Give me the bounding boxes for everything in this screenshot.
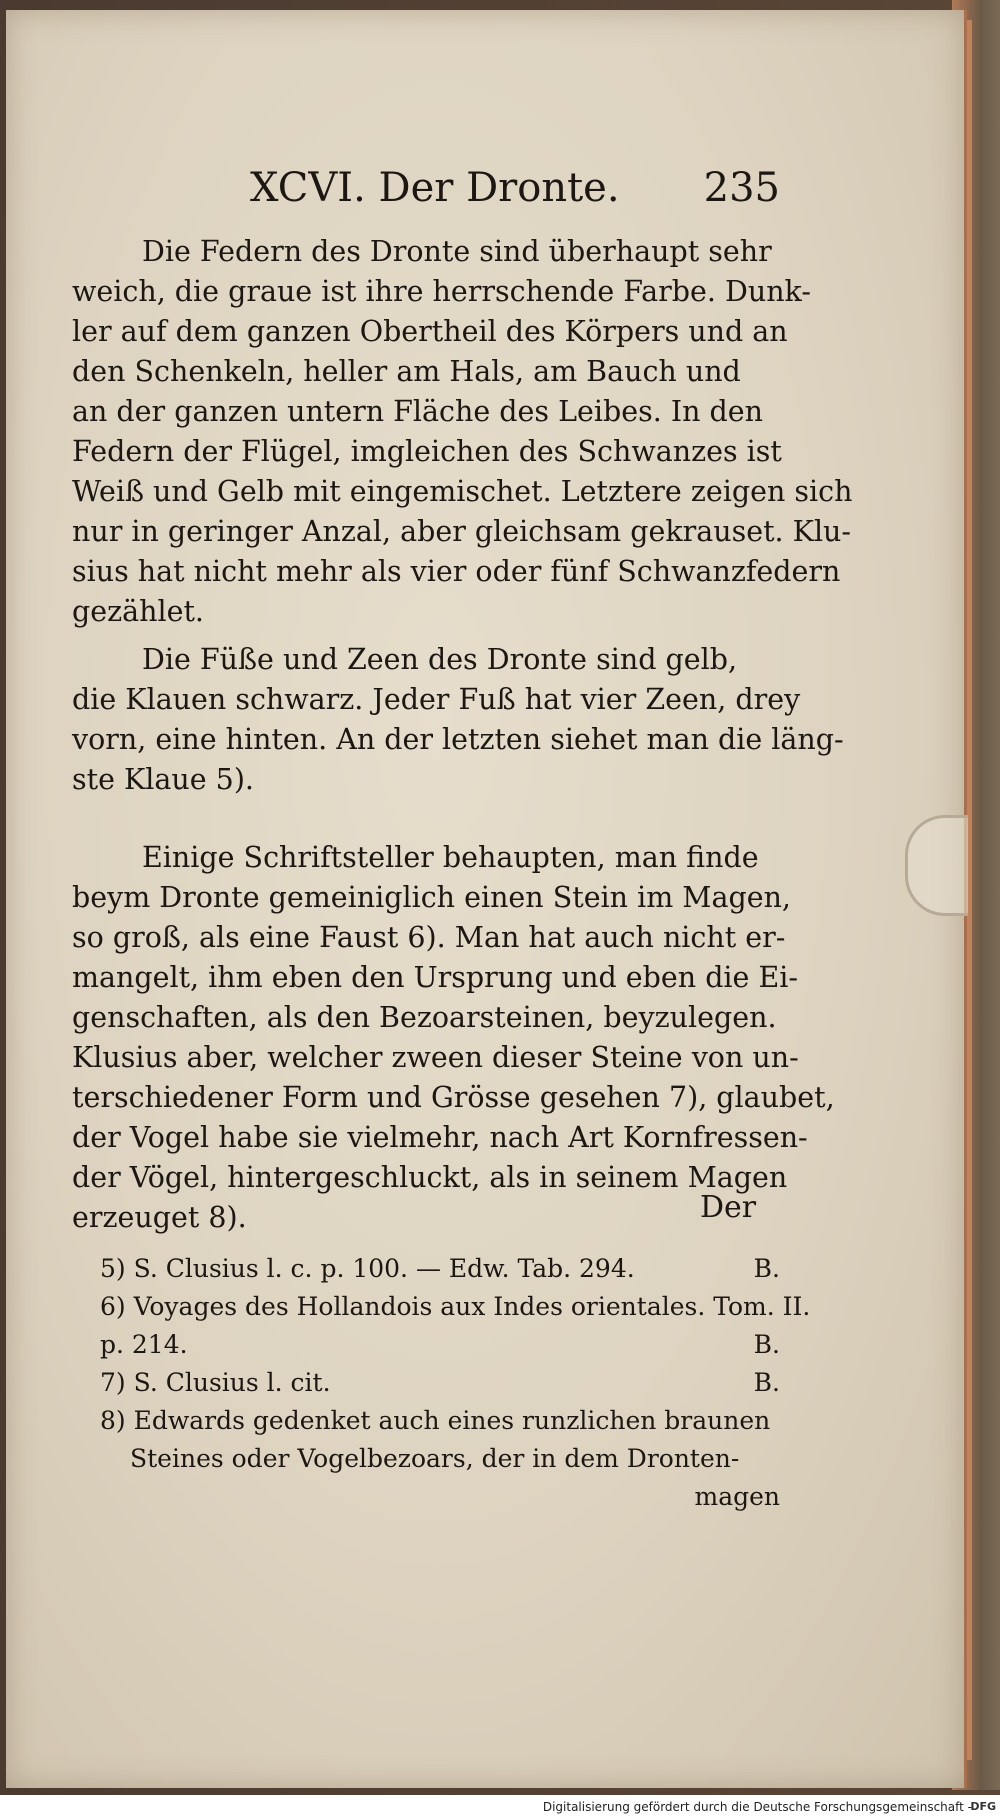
dfg-logo: DFG bbox=[970, 1800, 996, 1813]
text-line: gezählet. bbox=[72, 595, 204, 628]
paragraph-3 bbox=[72, 838, 835, 1238]
paragraph-2 bbox=[72, 640, 844, 800]
catchword: Der bbox=[700, 1190, 757, 1225]
text-line: nur in geringer Anzal, aber gleichsam gekrauset. Klu- bbox=[72, 515, 852, 548]
text-line: mangelt, ihm eben den Ursprung und eben die Ei- bbox=[72, 961, 799, 994]
text-line: sius hat nicht mehr als vier oder fünf Schwanzfedern bbox=[72, 555, 841, 588]
footnote-6-cont bbox=[100, 1326, 780, 1364]
text-line: beym Dronte gemeiniglich einen Stein im Magen, bbox=[72, 881, 791, 914]
footnote-mark: B. bbox=[753, 1368, 780, 1397]
text-line: ste Klaue 5). bbox=[72, 763, 254, 796]
page-number: 235 bbox=[703, 165, 780, 211]
text-line: weich, die graue ist ihre herrschende Farbe. Dunk- bbox=[72, 275, 811, 308]
text-line: der Vogel habe sie vielmehr, nach Art Kornfressen- bbox=[72, 1121, 808, 1154]
footnote-text: 8) Edwards gedenket auch eines runzlichen braunen bbox=[100, 1406, 771, 1435]
text-line: erzeuget 8). bbox=[72, 1201, 247, 1234]
text-line: an der ganzen untern Fläche des Leibes. In den bbox=[72, 395, 763, 428]
text-line: ler auf dem ganzen Obertheil des Körpers und an bbox=[72, 315, 788, 348]
text-line: der Vögel, hintergeschluckt, als in seinem Magen bbox=[72, 1161, 788, 1194]
footnote-mark: magen bbox=[694, 1482, 780, 1511]
text-line: Weiß und Gelb mit eingemischet. Letztere zeigen sich bbox=[72, 475, 853, 508]
text-line: genschaften, als den Bezoarsteinen, beyzulegen. bbox=[72, 1001, 777, 1034]
footer-credit: Digitalisierung gefördert durch die Deutsche Forschungsgemeinschaft - bbox=[542, 1800, 972, 1814]
footnote-text: 5) S. Clusius l. c. p. 100. — Edw. Tab. 294. bbox=[100, 1254, 635, 1283]
footnote-6 bbox=[100, 1288, 811, 1326]
footnote-8 bbox=[100, 1402, 780, 1440]
text-line: Die Füße und Zeen des Dronte sind gelb, bbox=[142, 643, 738, 676]
footnotes bbox=[100, 1250, 811, 1511]
footnote-text: Steines oder Vogelbezoars, der in dem Dronten- bbox=[130, 1444, 740, 1473]
text-line: Die Federn des Dronte sind überhaupt sehr bbox=[142, 235, 772, 268]
chapter-title: XCVI. Der Dronte. bbox=[250, 165, 620, 211]
footnote-text: p. 214. bbox=[100, 1330, 188, 1359]
footnote-5 bbox=[100, 1250, 780, 1288]
running-header bbox=[250, 165, 780, 215]
page-clip-mark bbox=[905, 815, 968, 916]
text-line: die Klauen schwarz. Jeder Fuß hat vier Zeen, drey bbox=[72, 683, 801, 716]
text-line: Klusius aber, welcher zween dieser Steine von un- bbox=[72, 1041, 799, 1074]
text-line: Federn der Flügel, imgleichen des Schwanzes ist bbox=[72, 435, 782, 468]
footnote-mark: B. bbox=[753, 1330, 780, 1359]
digitization-footer bbox=[0, 1795, 1000, 1820]
footnote-7 bbox=[100, 1364, 780, 1402]
footnote-mark: B. bbox=[753, 1254, 780, 1283]
text-line: terschiedener Form und Grösse gesehen 7), glaubet, bbox=[72, 1081, 835, 1114]
footnote-8-cont bbox=[100, 1440, 780, 1478]
paragraph-1 bbox=[72, 232, 853, 632]
text-line: Einige Schriftsteller behaupten, man finde bbox=[142, 841, 759, 874]
text-line: den Schenkeln, heller am Hals, am Bauch und bbox=[72, 355, 741, 388]
text-line: vorn, eine hinten. An der letzten siehet man die läng- bbox=[72, 723, 844, 756]
footnote-text: 7) S. Clusius l. cit. bbox=[100, 1368, 331, 1397]
text-line: so groß, als eine Faust 6). Man hat auch nicht er- bbox=[72, 921, 786, 954]
footnote-text: 6) Voyages des Hollandois aux Indes orientales. Tom. II. bbox=[100, 1292, 811, 1321]
